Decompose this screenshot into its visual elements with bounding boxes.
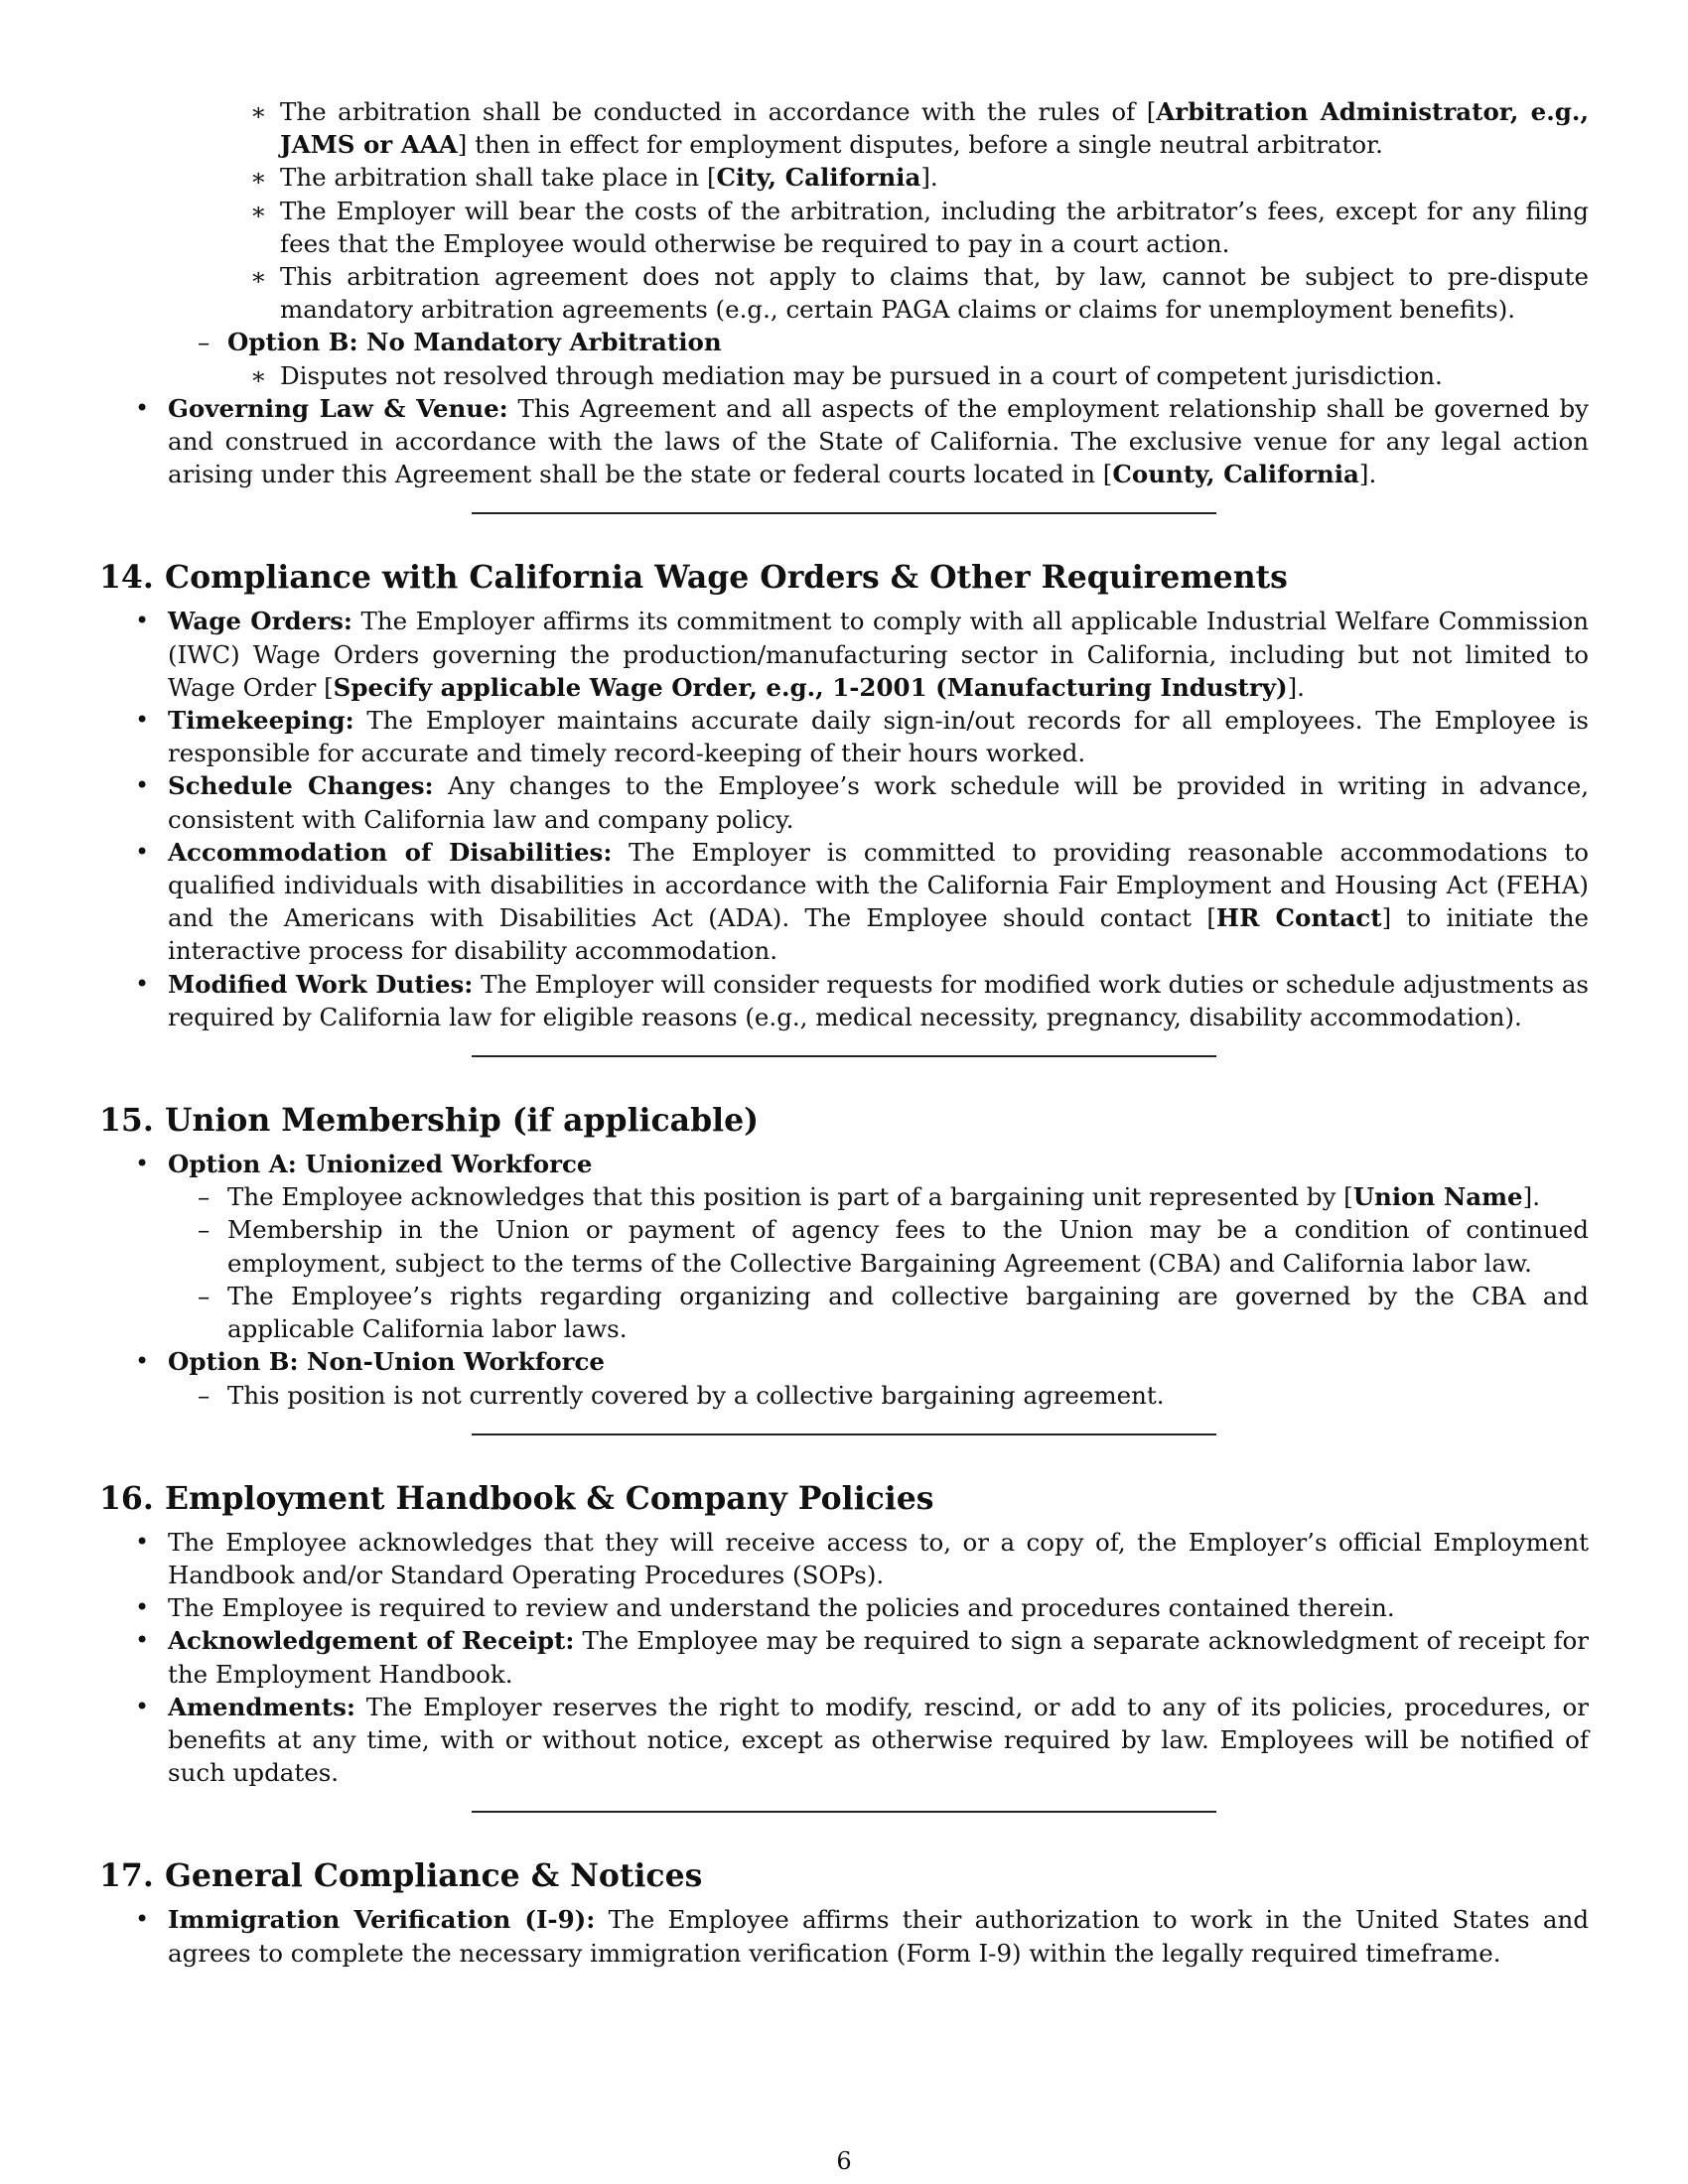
option-a-heading: • Option A: Unionized Workforce [99, 1148, 1589, 1180]
immigration-item: • Immigration Verification (I-9): The Employee affirms their authorization to work in the United States and agrees to complete the necessary immigration verification (Form I-9) within the legally required timeframe. [135, 1905, 1589, 1968]
list-item: – The Employee’s rights regarding organizing and collective bargaining are governed by the CBA and applicable California labor laws. [198, 1281, 1589, 1344]
accommodation-item: • Accommodation of Disabilities: The Employer is committed to providing reasonable accommodations to qualified individuals with disabilities in accordance with the California Fair Employment and Housing Act (FEHA) and the Americans with Disabilities Act (ADA). The Employee should contact [HR Contact] to initiate the interactive process for disability accommodation. [135, 837, 1589, 966]
asterisk-bullet-icon: ∗ [250, 163, 267, 193]
bullet-icon: • [135, 1527, 150, 1556]
dash-bullet-icon: – [198, 1380, 211, 1410]
list-item: • The Employee is required to review and understand the policies and procedures contained therein. [99, 1591, 1589, 1624]
bullet-icon: • [135, 771, 150, 800]
section-divider [472, 1433, 1216, 1435]
section-14-heading: 14. Compliance with California Wage Orders & Other Requirements [99, 559, 1288, 597]
timekeeping-item: • Timekeeping: The Employer maintains accurate daily sign-in/out records for all employees. The Employee is responsible for accurate and timely record-keeping of their hours worked. [135, 706, 1589, 768]
dash-bullet-icon: – [198, 1215, 211, 1245]
bullet-icon: • [135, 969, 150, 998]
section-15-heading: 15. Union Membership (if applicable) [99, 1102, 760, 1140]
list-item: – Membership in the Union or payment of agency fees to the Union may be a condition of continued employment, subject to the terms of the Collective Bargaining Agreement (CBA) and California labor law. [198, 1215, 1589, 1278]
dash-bullet-icon: – [198, 1281, 211, 1310]
bullet-icon: • [135, 706, 150, 735]
page-number: 6 [836, 2147, 852, 2175]
wage-orders-item: • Wage Orders: The Employer affirms its commitment to comply with all applicable Industrial Welfare Commission (IWC) Wage Orders governing the production/manufacturing sector in California, including but not limited to Wage Order [Specify applicable Wage Order, e.g., 1-2001 (Manufacturing Industry)]. [135, 607, 1589, 702]
asterisk-bullet-icon: ∗ [250, 360, 267, 390]
list-item: ∗ The arbitration shall be conducted in accordance with the rules of [Arbitration Administrator, e.g., JAMS or AAA] then in effect for employment disputes, before a single neutral arbitrator. [250, 97, 1589, 160]
dash-bullet-icon: – [198, 328, 211, 357]
option-b-heading: – Option B: No Mandatory Arbitration [99, 326, 1589, 358]
bullet-icon: • [135, 1626, 150, 1655]
list-item: ∗ Disputes not resolved through mediation may be pursued in a court of competent jurisdiction. [99, 359, 1589, 392]
section-divider [472, 1811, 1216, 1813]
list-item: ∗ This arbitration agreement does not apply to claims that, by law, cannot be subject to pre-dispute mandatory arbitration agreements (e.g., certain PAGA claims or claims for unemployment benefits). [250, 262, 1589, 325]
option-b-union-heading: • Option B: Non-Union Workforce [99, 1345, 1589, 1378]
page-content [99, 95, 1589, 1970]
schedule-changes-item: • Schedule Changes: Any changes to the Employee’s work schedule will be provided in writing in advance, consistent with California law and company policy. [135, 771, 1590, 834]
bullet-icon: • [135, 1593, 150, 1622]
list-item: ∗ The Employer will bear the costs of the arbitration, including the arbitrator’s fees, except for any filing fees that the Employee would otherwise be required to pay in a court action. [250, 196, 1589, 258]
bullet-icon: • [135, 1692, 150, 1720]
dash-bullet-icon: – [198, 1182, 211, 1212]
section-divider [472, 1055, 1216, 1057]
bullet-icon: • [135, 1347, 150, 1376]
list-item: – The Employee acknowledges that this position is part of a bargaining unit represented by [Union Name]. [99, 1180, 1589, 1213]
asterisk-bullet-icon: ∗ [250, 196, 267, 225]
list-item: • The Employee acknowledges that they will receive access to, or a copy of, the Employer’s official Employment Handbook and/or Standard Operating Procedures (SOPs). [135, 1527, 1589, 1589]
asterisk-bullet-icon: ∗ [250, 97, 267, 126]
bullet-icon: • [135, 607, 150, 635]
asterisk-bullet-icon: ∗ [250, 262, 267, 292]
arbitration-terms-list [99, 95, 1589, 326]
bullet-icon: • [135, 393, 150, 422]
governing-law-item: • Governing Law & Venue: This Agreement and all aspects of the employment relationship shall be governed by and construed in accordance with the laws of the State of California. The exclusive venue for any legal action arising under this Agreement shall be the state or federal courts located in [County, California]. [135, 393, 1589, 489]
acknowledgement-item: • Acknowledgement of Receipt: The Employee may be required to sign a separate acknowledgment of receipt for the Employment Handbook. [135, 1626, 1589, 1689]
section-16-heading: 16. Employment Handbook & Company Policies [99, 1479, 934, 1517]
amendments-item: • Amendments: The Employer reserves the right to modify, rescind, or add to any of its policies, procedures, or benefits at any time, with or without notice, except as otherwise required by law. Employees will be notified of such updates. [135, 1692, 1589, 1788]
bullet-icon: • [135, 837, 150, 866]
section-divider [472, 512, 1216, 514]
bullet-icon: • [135, 1905, 150, 1934]
bullet-icon: • [135, 1150, 150, 1178]
list-item: – This position is not currently covered by a collective bargaining agreement. [99, 1379, 1589, 1412]
list-item: ∗ The arbitration shall take place in [City, California]. [99, 161, 1589, 194]
section-17-heading: 17. General Compliance & Notices [99, 1857, 703, 1895]
modified-duties-item: • Modified Work Duties: The Employer will consider requests for modified work duties or schedule adjustments as required by California law for eligible reasons (e.g., medical necessity, pregnancy, disability accommodation). [135, 969, 1589, 1031]
